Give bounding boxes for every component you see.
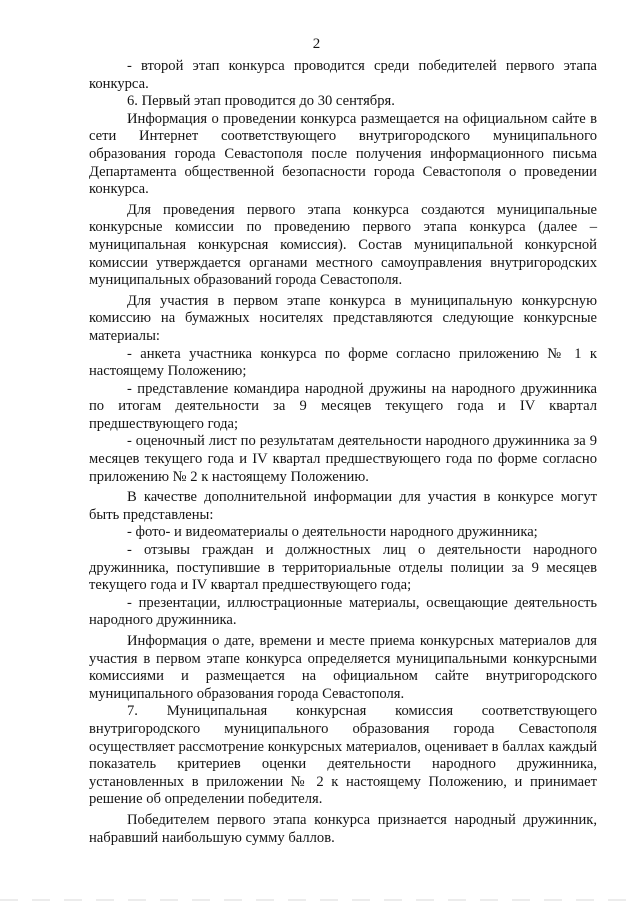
- paragraph-winner: Победителем первого этапа конкурса признается народный дружинник, набравший наибольшую сумму баллов.: [89, 811, 597, 846]
- paragraph-publication-info: Информация о проведении конкурса размещается на официальном сайте в сети Интернет соответствующего внутригородского муниципального образования города Севастополя после получения информационного письма Департамента общественной безопасности города Севастополя о проведении конкурса.: [89, 110, 597, 198]
- paragraph-additional-info: В качестве дополнительной информации для участия в конкурсе могут быть представлены:: [89, 489, 597, 523]
- paragraph-section-7: 7. Муниципальная конкурсная комиссия соответствующего внутригородского муниципального образования города Севастополя осуществляет рассмотрение конкурсных материалов, оценивает в баллах каждый показатель критериев оценки деятельности народного дружинника, установленных в приложении № 2 к настоящему Положению, и принимает решение об определении победителя.: [89, 703, 597, 808]
- paragraph-submission-details: Информация о дате, времени и месте приема конкурсных материалов для участия в первом этапе конкурса определяется муниципальными конкурсными комиссиями и размещается на официальном сайте внутригородского муниципального образования города Севастополя.: [89, 633, 597, 702]
- paragraph-second-stage: - второй этап конкурса проводится среди победителей первого этапа конкурса.: [89, 58, 597, 92]
- scan-edge-artifact: [0, 899, 633, 901]
- list-item-commander-submission: - представление командира народной дружины на народного дружинника по итогам деятельности за 9 месяцев текущего года и IV квартал предшествующего года;: [89, 380, 597, 432]
- list-item-questionnaire: - анкета участника конкурса по форме согласно приложению № 1 к настоящему Положению;: [89, 345, 597, 380]
- list-item-evaluation-sheet: - оценочный лист по результатам деятельности народного дружинника за 9 месяцев текущего года и IV квартал предшествующего года по форме согласно приложению № 2 к настоящему Положению.: [89, 433, 597, 485]
- list-item-reviews: - отзывы граждан и должностных лиц о деятельности народного дружинника, поступившие в территориальные отделы полиции за 9 месяцев текущего года и IV квартал предшествующего года;: [89, 542, 597, 594]
- list-item-photo-video: - фото- и видеоматериалы о деятельности народного дружинника;: [127, 524, 538, 541]
- list-item-presentations: - презентации, иллюстрационные материалы, освещающие деятельность народного дружинника.: [89, 594, 597, 629]
- page-number: 2: [312, 36, 321, 52]
- paragraph-section-6: 6. Первый этап проводится до 30 сентября.: [127, 93, 395, 110]
- document-body: [89, 58, 597, 847]
- paragraph-commissions: Для проведения первого этапа конкурса создаются муниципальные конкурсные комиссии по проведению первого этапа конкурса (далее – муниципальная конкурсная комиссия). Состав муниципальной конкурсной комиссии утверждается органами местного самоуправления внутригородских муниципальных образований города Севастополя.: [89, 201, 597, 289]
- paragraph-required-materials: Для участия в первом этапе конкурса в муниципальную конкурсную комиссию на бумажных носителях представляются следующие конкурсные материалы:: [89, 292, 597, 344]
